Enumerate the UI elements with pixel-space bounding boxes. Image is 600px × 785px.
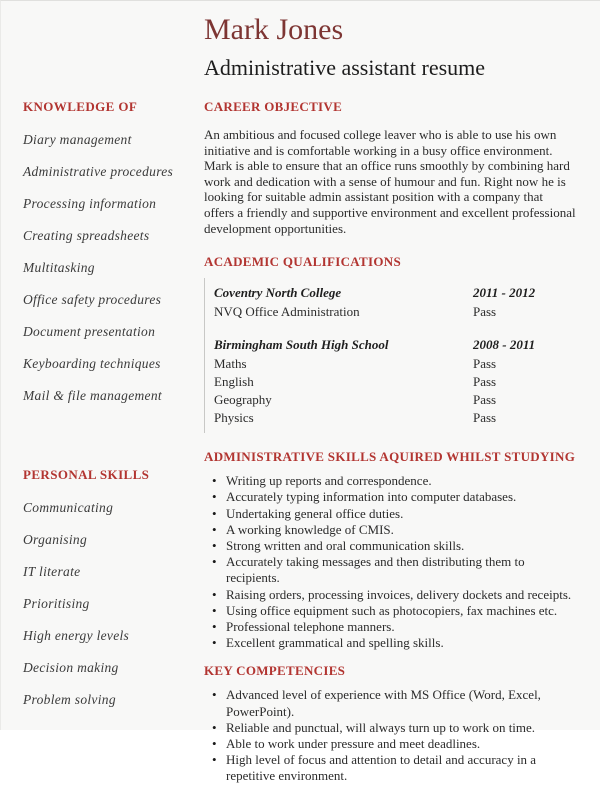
course-grade: Pass	[473, 410, 497, 426]
sidebar-item: Diary management	[23, 132, 132, 147]
sidebar-item: Problem solving	[23, 692, 116, 707]
key-competencies-title: KEY COMPETENCIES	[204, 663, 346, 679]
bullet-item: • Undertaking general office duties.	[204, 506, 576, 522]
course-row	[214, 409, 576, 427]
course-name: Physics	[214, 410, 254, 426]
sidebar-item: Multitasking	[23, 260, 95, 275]
sidebar-item: Decision making	[23, 660, 119, 675]
resume-subtitle: Administrative assistant resume	[204, 55, 486, 80]
key-competencies-list	[204, 687, 576, 784]
school-block	[214, 283, 576, 321]
qualifications-table	[204, 278, 576, 433]
sidebar-title-personal: PERSONAL SKILLS	[23, 467, 150, 482]
career-objective-title: CAREER OBJECTIVE	[204, 99, 343, 114]
bullet-item: • Excellent grammatical and spelling skills.	[204, 635, 576, 651]
school-name: Birmingham South High School	[214, 337, 389, 353]
sidebar-item: Administrative procedures	[23, 164, 174, 179]
course-name: Maths	[214, 356, 247, 372]
school-name: Coventry North College	[214, 285, 342, 301]
bullet-item: • Writing up reports and correspondence.	[204, 473, 576, 489]
bullet-item: • Able to work under pressure and meet deadlines.	[204, 736, 576, 752]
resume-body	[1, 99, 600, 785]
sidebar-item: Mail & file management	[23, 388, 162, 403]
sidebar-title-knowledge: KNOWLEDGE OF	[23, 99, 138, 114]
sidebar	[1, 99, 204, 785]
sidebar-section-knowledge	[23, 99, 204, 403]
school-block	[214, 335, 576, 427]
course-name: Geography	[214, 392, 272, 408]
bullet-item: • Raising orders, processing invoices, delivery dockets and receipts.	[204, 587, 576, 603]
bullet-item: • Strong written and oral communication skills.	[204, 538, 576, 554]
course-name: English	[214, 374, 254, 390]
bullet-item: • Advanced level of experience with MS Office (Word, Excel, PowerPoint).	[204, 687, 576, 719]
sidebar-item: Document presentation	[23, 324, 156, 339]
course-row	[214, 303, 576, 321]
course-row	[214, 355, 576, 373]
sidebar-section-personal	[23, 467, 204, 707]
school-header-row	[214, 335, 576, 355]
course-grade: Pass	[473, 304, 497, 320]
sidebar-item: Organising	[23, 532, 88, 547]
course-grade: Pass	[473, 356, 497, 372]
sidebar-item: Communicating	[23, 500, 114, 515]
school-dates: 2011 - 2012	[473, 285, 536, 301]
bullet-item: • Reliable and punctual, will always turn up to work on time.	[204, 720, 576, 736]
resume-header	[1, 1, 600, 81]
sidebar-item: Keyboarding techniques	[23, 356, 161, 371]
section-admin-skills	[204, 449, 576, 651]
career-objective-paragraph: An ambitious and focused college leaver who is able to use his own initiative and is comfortable working in a busy office environment. Mark is able to ensure that an office runs smoothly by combining hard work and dedication with a sense of humour and fun. Right now he is looking for suitable admin assistant position with a company that offers a friendly and supportive environment and excellent professional development opportunities.	[204, 127, 576, 236]
bullet-item: • Using office equipment such as photocopiers, fax machines etc.	[204, 603, 576, 619]
main-column	[204, 99, 600, 785]
bullet-item: • A working knowledge of CMIS.	[204, 522, 576, 538]
course-grade: Pass	[473, 392, 497, 408]
sidebar-item: High energy levels	[23, 628, 130, 643]
course-name: NVQ Office Administration	[214, 304, 360, 320]
bullet-item: • Accurately taking messages and then distributing them to recipients.	[204, 554, 576, 586]
sidebar-item: Office safety procedures	[23, 292, 162, 307]
sidebar-item: Processing information	[23, 196, 157, 211]
sidebar-item: Creating spreadsheets	[23, 228, 150, 243]
bullet-item: • High level of focus and attention to detail and accuracy in a repetitive environment.	[204, 752, 576, 784]
school-dates: 2008 - 2011	[473, 337, 536, 353]
section-career-objective	[204, 99, 576, 236]
admin-skills-title: ADMINISTRATIVE SKILLS AQUIRED WHILST STUDYING	[204, 449, 576, 465]
sidebar-item: Prioritising	[23, 596, 90, 611]
bullet-item: • Professional telephone manners.	[204, 619, 576, 635]
bullet-item: • Accurately typing information into computer databases.	[204, 489, 576, 505]
sidebar-item: IT literate	[23, 564, 81, 579]
course-row	[214, 373, 576, 391]
academic-qualifications-title: ACADEMIC QUALIFICATIONS	[204, 254, 401, 270]
resume-name: Mark Jones	[204, 13, 344, 46]
admin-skills-list	[204, 473, 576, 651]
section-key-competencies	[204, 663, 576, 784]
course-row	[214, 391, 576, 409]
course-grade: Pass	[473, 374, 497, 390]
school-header-row	[214, 283, 576, 303]
section-academic-qualifications	[204, 254, 576, 433]
